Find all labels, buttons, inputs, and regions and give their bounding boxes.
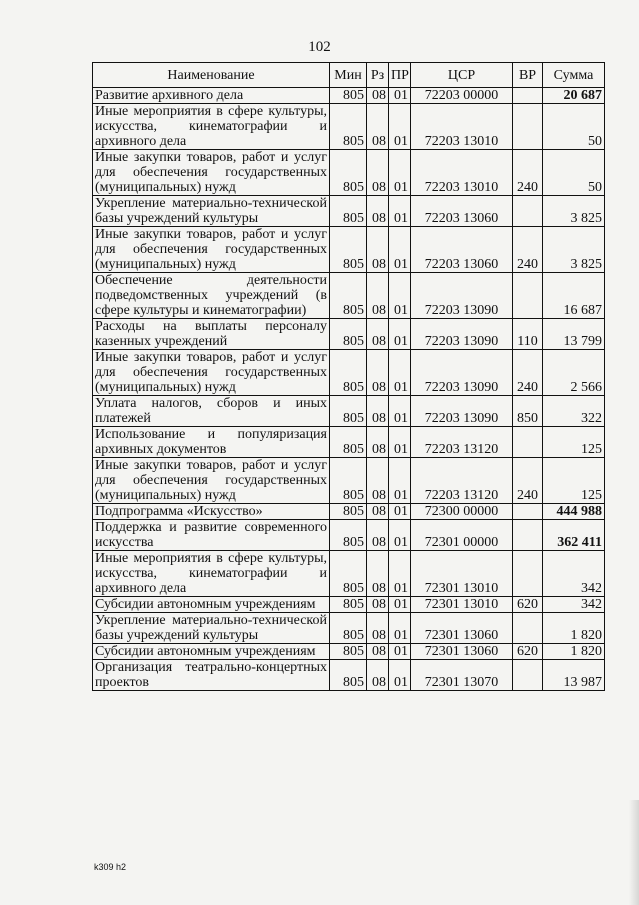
cell-vr — [513, 613, 543, 644]
cell-sum: 13 799 — [543, 319, 605, 350]
table-row — [93, 660, 605, 691]
cell-min: 805 — [330, 350, 367, 396]
table-row — [93, 427, 605, 458]
cell-csr: 72203 13060 — [411, 196, 513, 227]
cell-sum: 362 411 — [543, 520, 605, 551]
cell-name: Поддержка и развитие современного искусства — [93, 520, 330, 551]
cell-min: 805 — [330, 104, 367, 150]
cell-name: Организация театрально-концертных проектов — [93, 660, 330, 691]
cell-rz: 08 — [367, 319, 389, 350]
cell-pr: 01 — [389, 319, 411, 350]
cell-csr: 72203 13090 — [411, 350, 513, 396]
cell-csr: 72203 13010 — [411, 150, 513, 196]
cell-sum: 2 566 — [543, 350, 605, 396]
cell-rz: 08 — [367, 150, 389, 196]
table-row — [93, 458, 605, 504]
cell-rz: 08 — [367, 104, 389, 150]
cell-pr: 01 — [389, 396, 411, 427]
table-row — [93, 597, 605, 613]
cell-min: 805 — [330, 319, 367, 350]
cell-pr: 01 — [389, 504, 411, 520]
cell-min: 805 — [330, 427, 367, 458]
cell-rz: 08 — [367, 427, 389, 458]
cell-sum: 3 825 — [543, 196, 605, 227]
cell-name: Иные мероприятия в сфере культуры, искусства, кинематографии и архивного дела — [93, 104, 330, 150]
cell-pr: 01 — [389, 150, 411, 196]
cell-sum: 16 687 — [543, 273, 605, 319]
cell-vr: 620 — [513, 644, 543, 660]
budget-table — [92, 62, 605, 691]
cell-csr: 72301 13010 — [411, 551, 513, 597]
table-header-row — [93, 63, 605, 88]
cell-pr: 01 — [389, 196, 411, 227]
cell-vr: 620 — [513, 597, 543, 613]
cell-pr: 01 — [389, 597, 411, 613]
cell-pr: 01 — [389, 613, 411, 644]
cell-name: Субсидии автономным учреждениям — [93, 597, 330, 613]
cell-min: 805 — [330, 88, 367, 104]
table-row — [93, 104, 605, 150]
cell-vr — [513, 551, 543, 597]
header-csr: ЦСР — [411, 63, 513, 88]
cell-pr: 01 — [389, 88, 411, 104]
table-row — [93, 551, 605, 597]
cell-vr: 110 — [513, 319, 543, 350]
cell-name: Укрепление материально-технической базы учреждений культуры — [93, 196, 330, 227]
table-row — [93, 88, 605, 104]
cell-csr: 72203 13120 — [411, 458, 513, 504]
cell-vr: 240 — [513, 227, 543, 273]
cell-min: 805 — [330, 644, 367, 660]
cell-rz: 08 — [367, 597, 389, 613]
cell-name: Иные мероприятия в сфере культуры, искусства, кинематографии и архивного дела — [93, 551, 330, 597]
footer-code: k309 h2 — [94, 862, 127, 872]
table-row — [93, 319, 605, 350]
cell-min: 805 — [330, 504, 367, 520]
cell-csr: 72300 00000 — [411, 504, 513, 520]
table-row — [93, 644, 605, 660]
cell-csr: 72301 13010 — [411, 597, 513, 613]
header-min: Мин — [330, 63, 367, 88]
cell-vr — [513, 273, 543, 319]
cell-pr: 01 — [389, 660, 411, 691]
cell-name: Иные закупки товаров, работ и услуг для обеспечения государственных (муниципальных) нужд — [93, 150, 330, 196]
cell-name: Иные закупки товаров, работ и услуг для обеспечения государственных (муниципальных) нужд — [93, 458, 330, 504]
cell-vr — [513, 88, 543, 104]
cell-csr: 72203 13060 — [411, 227, 513, 273]
table-row — [93, 504, 605, 520]
cell-csr: 72301 00000 — [411, 520, 513, 551]
cell-rz: 08 — [367, 644, 389, 660]
cell-pr: 01 — [389, 644, 411, 660]
cell-rz: 08 — [367, 350, 389, 396]
cell-sum: 322 — [543, 396, 605, 427]
cell-name: Использование и популяризация архивных документов — [93, 427, 330, 458]
cell-vr — [513, 520, 543, 551]
cell-name: Развитие архивного дела — [93, 88, 330, 104]
cell-min: 805 — [330, 273, 367, 319]
cell-csr: 72203 13090 — [411, 396, 513, 427]
cell-csr: 72203 13120 — [411, 427, 513, 458]
cell-sum: 3 825 — [543, 227, 605, 273]
cell-rz: 08 — [367, 551, 389, 597]
cell-vr — [513, 104, 543, 150]
cell-name: Уплата налогов, сборов и иных платежей — [93, 396, 330, 427]
cell-min: 805 — [330, 597, 367, 613]
cell-csr: 72301 13060 — [411, 613, 513, 644]
cell-min: 805 — [330, 613, 367, 644]
cell-csr: 72301 13070 — [411, 660, 513, 691]
cell-rz: 08 — [367, 520, 389, 551]
cell-csr: 72203 00000 — [411, 88, 513, 104]
cell-name: Подпрограмма «Искусство» — [93, 504, 330, 520]
header-vr: ВР — [513, 63, 543, 88]
cell-csr: 72203 13010 — [411, 104, 513, 150]
header-name: Наименование — [93, 63, 330, 88]
cell-sum: 125 — [543, 458, 605, 504]
cell-csr: 72203 13090 — [411, 273, 513, 319]
cell-pr: 01 — [389, 104, 411, 150]
cell-name: Обеспечение деятельности подведомственных учреждений (в сфере культуры и кинематографии) — [93, 273, 330, 319]
table-row — [93, 350, 605, 396]
cell-rz: 08 — [367, 227, 389, 273]
cell-sum: 125 — [543, 427, 605, 458]
table-row — [93, 150, 605, 196]
cell-pr: 01 — [389, 227, 411, 273]
cell-rz: 08 — [367, 196, 389, 227]
table-row — [93, 613, 605, 644]
cell-sum: 50 — [543, 104, 605, 150]
cell-rz: 08 — [367, 504, 389, 520]
cell-min: 805 — [330, 396, 367, 427]
cell-pr: 01 — [389, 427, 411, 458]
cell-vr: 850 — [513, 396, 543, 427]
cell-sum: 1 820 — [543, 644, 605, 660]
table-row — [93, 196, 605, 227]
table-row — [93, 227, 605, 273]
cell-rz: 08 — [367, 660, 389, 691]
cell-vr: 240 — [513, 458, 543, 504]
cell-rz: 08 — [367, 458, 389, 504]
header-sum: Сумма — [543, 63, 605, 88]
cell-min: 805 — [330, 196, 367, 227]
cell-name: Расходы на выплаты персоналу казенных учреждений — [93, 319, 330, 350]
scan-shadow — [629, 800, 639, 905]
cell-name: Иные закупки товаров, работ и услуг для обеспечения государственных (муниципальных) нужд — [93, 350, 330, 396]
cell-name: Иные закупки товаров, работ и услуг для обеспечения государственных (муниципальных) нужд — [93, 227, 330, 273]
cell-sum: 20 687 — [543, 88, 605, 104]
table-row — [93, 520, 605, 551]
cell-pr: 01 — [389, 520, 411, 551]
cell-sum: 13 987 — [543, 660, 605, 691]
cell-vr — [513, 504, 543, 520]
cell-sum: 50 — [543, 150, 605, 196]
cell-min: 805 — [330, 227, 367, 273]
cell-pr: 01 — [389, 273, 411, 319]
cell-min: 805 — [330, 520, 367, 551]
cell-min: 805 — [330, 150, 367, 196]
cell-vr — [513, 660, 543, 691]
cell-vr: 240 — [513, 350, 543, 396]
cell-rz: 08 — [367, 613, 389, 644]
cell-vr — [513, 427, 543, 458]
cell-min: 805 — [330, 458, 367, 504]
cell-pr: 01 — [389, 551, 411, 597]
cell-sum: 342 — [543, 551, 605, 597]
header-pr: ПР — [389, 63, 411, 88]
header-rz: Рз — [367, 63, 389, 88]
cell-name: Укрепление материально-технической базы учреждений культуры — [93, 613, 330, 644]
cell-pr: 01 — [389, 458, 411, 504]
cell-min: 805 — [330, 551, 367, 597]
table-row — [93, 273, 605, 319]
cell-pr: 01 — [389, 350, 411, 396]
cell-min: 805 — [330, 660, 367, 691]
cell-rz: 08 — [367, 273, 389, 319]
cell-rz: 08 — [367, 396, 389, 427]
cell-sum: 342 — [543, 597, 605, 613]
cell-sum: 444 988 — [543, 504, 605, 520]
cell-csr: 72301 13060 — [411, 644, 513, 660]
cell-vr — [513, 196, 543, 227]
cell-vr: 240 — [513, 150, 543, 196]
cell-sum: 1 820 — [543, 613, 605, 644]
cell-rz: 08 — [367, 88, 389, 104]
cell-csr: 72203 13090 — [411, 319, 513, 350]
table-row — [93, 396, 605, 427]
cell-name: Субсидии автономным учреждениям — [93, 644, 330, 660]
page-number: 102 — [308, 39, 331, 55]
